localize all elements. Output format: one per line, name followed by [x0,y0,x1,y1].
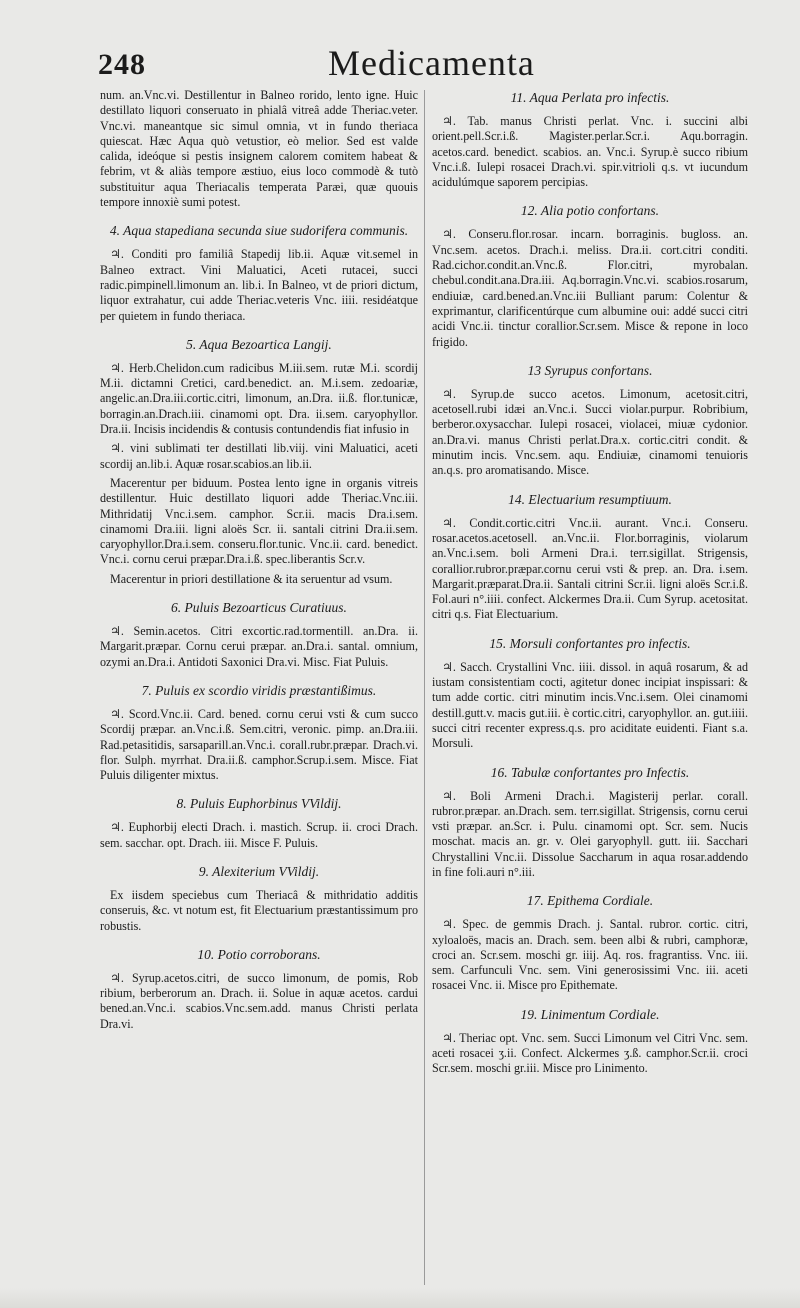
section-19-text: ♃. Theriac opt. Vnc. sem. Succi Limonum vel Citri Vnc. sem. aceti rosacei ʒ.ii. Confect. Alckermes ʒ.ß. camphor.Scr.ii. croci Scr.sem. moschi gr.iii. Misce pro Linimento. [432,1030,748,1076]
section-6-heading: 6. Puluis Bezoarticus Curatiuus. [171,600,347,616]
section-10-heading: 10. Potio corroborans. [197,946,321,962]
section-13-heading: 13 Syrupus confortans. [527,362,653,378]
section-4-heading: 4. Aqua stapediana secunda siue sudorifera communis. [109,223,409,239]
section-7-text: ♃. Scord.Vnc.ii. Card. bened. cornu cerui vsti & cum succo Scordij præpar. an.Vnc.i.ß. Sem.citri, veronic. pimp. an.Dra.iii. Rad.petasitidis, sarsaparill.an.Vnc.i. corall.rubr.præpar. Drach.vi. flor. Sulph. myrrhat. Dra.ii.ß. camphor.Scrup.i.sem. Misce. Fiat Puluis diligenter mixtus. [100,706,418,783]
section-5-text-4: Macerentur in priori destillatione & ita seruentur ad vsum. [110,571,393,586]
section-8-heading: 8. Puluis Euphorbinus VVildij. [176,796,342,812]
section-5-text-3: Macerentur per biduum. Postea lento igne in organis vitreis destillentur. Huic destillato liquori adde Theriac.Vnc.iii. Mithridatij Vnc.i.sem. camphor. Scr.ii. macis Dra.i.sem. cinamomi Dra.iii. ligni aloës Scr. ii. santali citrini Dra.ii.sem. caryophyllor.Dra.i.sem. conseru.flor.tunic. Vnc.ii. card. benedict. Vnc.i. cornu cerui præpar.Dra.i.ß. spec.liberantis Scr.v. [100,475,418,567]
page-bottom-edge [0,1288,800,1308]
section-10-text: ♃. Syrup.acetos.citri, de succo limonum, de pomis, Rob ribium, berberorum an. Drach. ii. Solue in aquæ acetos. cardui bened.an.Vnc.i. scabios.Vnc.sem.add. manus Christi perlata Dra.vi. [100,970,418,1031]
section-5-text-2: ♃. vini sublimati ter destillati lib.viij. vini Maluatici, aceti scordij an.lib.i. Aquæ rosar.scabios.an lib.ii. [100,441,418,471]
section-5-text-1: ♃. Herb.Chelidon.cum radicibus M.iii.sem. rutæ M.i. scordij M.ii. dictamni Cretici, card.benedict. an. M.i.sem. zedoariæ, angelic.an.Dra.iii.cortic.citri, limonum, an.Dra. ii.ß. flor.tunicæ, borragin.an.Drach.iii. cinamomi opt. Dra. ii.sem. caryophyllor. Dra.ii. Incisis incidendis & contusis contundendis fiat infusio in [100,360,418,437]
section-13-text: ♃. Syrup.de succo acetos. Limonum, acetosit.citri, acetosell.rubi idæi an.Vnc.i. Succi violar.purpur. Robribium, berberor.oxysacchar. Iulepi rosacei, violacei, miuæ cydonior. an.Dra.vi. manus Christi perlat.Dra.x. cortic.citri condit. & minutim incis. Vnc.sem. aqu. Endiuiæ, cinamomi tenuioris an.q.s. pro aromatisando. Misce. [432,386,748,478]
left-column [100,88,418,1036]
section-11-text: ♃. Tab. manus Christi perlat. Vnc. i. succini albi orient.pell.Scr.i.ß. Magister.perlar.Scr.i. Aqu.borragin. acetos.card. benedict. scabios. an. Vnc.i. Syrup.è succo ribium Vnc.i.ß. Iulepi rosacei Drach.vi. spir.vitrioli q.s. vt iucundum acidulúmque saporem percipias. [432,114,748,190]
section-15-heading: 15. Morsuli confortantes pro infectis. [489,635,691,651]
running-title: Medicamenta [328,43,535,83]
page-number: 248 [98,48,146,81]
section-14-heading: 14. Electuarium resumptiuum. [508,491,672,507]
section-12-heading: 12. Alia potio confortans. [520,203,660,219]
section-9-text: Ex iisdem speciebus cum Theriacâ & mithridatio additis conseruis, &c. vt notum est, fit Electuarium præstantissimum pro robustis. [100,887,418,933]
section-4-text: ♃. Conditi pro familiâ Stapedij lib.ii. Aquæ vit.semel in Balneo extract. Vini Maluatici, Aceti rutacei, succi radic.pimpinell.limonum an. lib.i. In Balneo, vt de priori dictum, liquor extrahatur, cui adde Theriac.veteris Vnc. iiii. residéatque per quietem in fundo theriaca. [100,247,418,323]
section-5-heading: 5. Aqua Bezoartica Langij. [186,336,332,352]
section-17-text: ♃. Spec. de gemmis Drach. j. Santal. rubror. cortic. citri, xyloaloës, macis an. Drach. sem. been albi & rubri, camphoræ, croci an. Scr.sem. moschi gr. iiij. Aq. ros. fragrantiss. Vnc. iii. sem. Carfunculi Vnc. sem. Vini generosissimi Vnc. iii. aceti rosacei Vnc. ii. Misce pro Epithemate. [432,917,748,993]
section-7-heading: 7. Puluis ex scordio viridis præstantißimus. [141,682,377,698]
section-11-heading: 11. Aqua Perlata pro infectis. [510,90,670,105]
right-column [432,88,748,1081]
intro-paragraph: num. an.Vnc.vi. Destillentur in Balneo rorido, lento igne. Huic destillato liquori conseruato in phialâ vitreâ adde Theriac.veter. Vnc.vi. maneantque sic simul omnia, vt in fundo theriaca quiescat. Hæc Aqua quò vetustior, eò melior. Sed est valde calida, ideóque si pestis insignem calorem comitem habeat & febrim, vt & aliàs tempore æstiuo, eius loco commodè & tutò substituitur aqua Theriacalis temperata Paræi, quæ quouis tempore innoxiè sumi potest. [100,88,418,210]
section-16-text: ♃. Boli Armeni Drach.i. Magisterij perlar. corall. rubror.præpar. an.Drach. sem. terr.sigillat. Strigensis, cornu cerui vsti præpar. an.Scr. i. Pulu. cinamomi opt. Scr. sem. Nucis moschat. macis an. gr. v. Olei garyophyll. gutt. iii. Sacchari Chrystallini Vnc.ii. Dissolue Saccharum in aqua rosar.addendo in fine foli.auri n°.iii. [432,788,748,879]
section-8-text: ♃. Euphorbij electi Drach. i. mastich. Scrup. ii. croci Drach. sem. sacchar. opt. Drach. iii. Misce F. Puluis. [100,820,418,850]
section-9-heading: 9. Alexiterium VVildij. [198,863,320,879]
section-15-text: ♃. Sacch. Crystallini Vnc. iiii. dissol. in aquâ rosarum, & ad iustam consistentiam cocti, agitetur donec incipiat inspissari: & tum adde cortic. citri minutim incis.Vnc.i.sem. Olei cinamomi destill.gutt.v. macis gut.iii. è cortic.citri, caryophyllor. an. gut.iiii. succi citri recenter express.q.s. pro aciditate euidenti. Fiant s.a. Morsuli. [432,659,748,751]
section-17-heading: 17. Epithema Cordiale. [526,893,654,909]
column-divider [424,90,425,1285]
section-6-text: ♃. Semin.acetos. Citri excortic.rad.tormentill. an.Dra. ii. Margarit.præpar. Cornu cerui præpar. an.Dra.i. santal. omnium, ozymi an.Dra.i. Antidoti Saxonici Dra.vi. Misc. Fiat Puluis. [100,624,418,669]
section-16-heading: 16. Tabulæ confortantes pro Infectis. [490,764,690,780]
section-12-text: ♃. Conseru.flor.rosar. incarn. borraginis. bugloss. an. Vnc.sem. acetos. Drach.i. meliss. Dra.ii. cort.citri conditi. Rad.cichor.condit.an.Vnc.ß. Flor.citri, myrobalan. chebul.condit.ana.Dra.iii. Aq.borragin.Vnc.vi. scabios.rosarum, endiuiæ, card.bened.an.Vnc.iii Bulliant parum: Colentur & exprimantur, clarificentúrque cum albumine oui: addé succi citri acidi Vnc.ii. tinctur corallior.Scr.sem. Misce & repone in loco frigido. [432,227,748,349]
section-14-text: ♃. Condit.cortic.citri Vnc.ii. aurant. Vnc.i. Conseru. rosar.acetos.acetosell. an.Vnc.ii. Flor.borraginis, violarum an.Vnc.i.sem. boli Armeni Dra.i. terr.sigillat. Strigensis, corallior.rubror.præpar.cornu cerui vsti & prep. an. Dra. i.sem. Margarit.præparat.Dra.ii. Santali citrini Scr.ii. ligni aloës Scr.i.ß. Fol.auri n°.iiii. confect. Alckermes Dra.ii. Cum Syrup. acetositat. citri q.s. Fiat Electuarium. [432,515,748,622]
section-19-heading: 19. Linimentum Cordiale. [520,1006,660,1022]
